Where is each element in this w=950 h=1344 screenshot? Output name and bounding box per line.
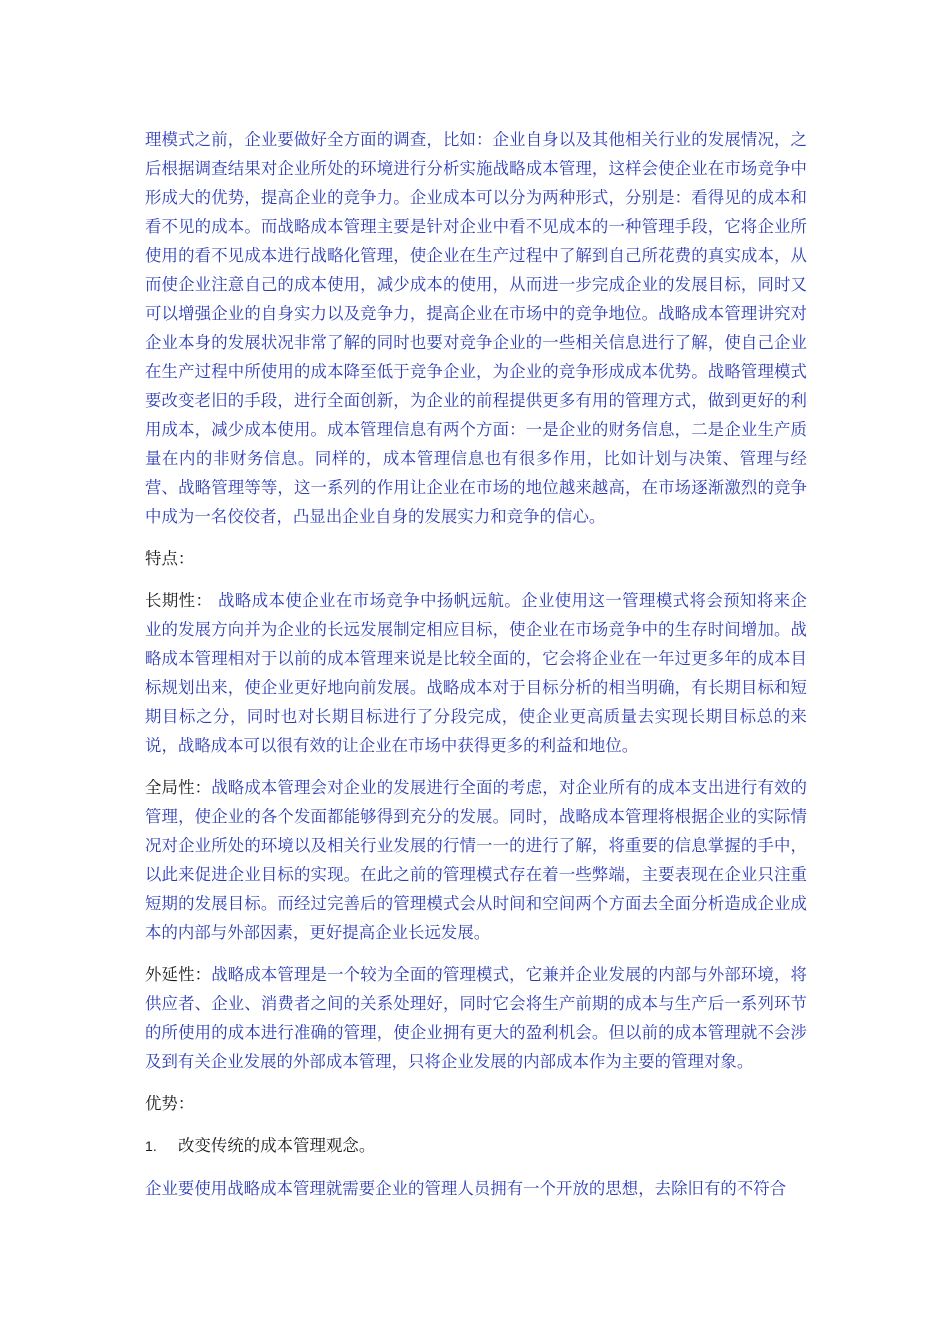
- global-paragraph: [145, 773, 807, 947]
- longterm-label: 长期性：: [145, 591, 213, 610]
- global-label: 全局性：: [145, 778, 212, 797]
- list-item: [145, 1131, 807, 1161]
- list-number: 1.: [145, 1138, 157, 1154]
- global-text: 战略成本管理会对企业的发展进行全面的考虑，对企业所有的成本支出进行有效的管理，使企业的各个发面都能够得到充分的发展。同时，战略成本管理将根据企业的实际情况对企业所处的环境以及相关行业发展的行情一一的进行了解，将重要的信息掌握的手中，以此来促进企业目标的实现。在此之前的管理模式存在着一些弊端，主要表现在企业只注重短期的发展目标。而经过完善后的管理模式会从时间和空间两个方面去全面分析造成企业成本的内部与外部因素，更好提高企业长远发展。: [145, 778, 807, 942]
- list-item-text: 改变传统的成本管理观念。: [178, 1136, 376, 1155]
- external-label: 外延性：: [145, 965, 212, 984]
- longterm-text: 战略成本使企业在市场竞争中扬帆远航。企业使用这一管理模式将会预知将来企业的发展方向并为企业的长远发展制定相应目标，使企业在市场竞争中的生存时间增加。战略成本管理相对于以前的成本管理来说是比较全面的，它会将企业在一年过更多年的成本目标规划出来，使企业更好地向前发展。战略成本对于目标分析的相当明确，有长期目标和短期目标之分，同时也对长期目标进行了分段完成，使企业更高质量去实现长期目标总的来说，战略成本可以很有效的让企业在市场中获得更多的利益和地位。: [145, 591, 807, 755]
- closing-paragraph: 企业要使用战略成本管理就需要企业的管理人员拥有一个开放的思想，去除旧有的不符合: [145, 1179, 787, 1198]
- intro-paragraph: 理模式之前，企业要做好全方面的调查，比如：企业自身以及其他相关行业的发展情况，之后根据调查结果对企业所处的环境进行分析实施战略成本管理，这样会使企业在市场竞争中形成大的优势，提高企业的竞争力。企业成本可以分为两种形式，分别是：看得见的成本和看不见的成本。而战略成本管理主要是针对企业中看不见成本的一种管理手段，它将企业所使用的看不见成本进行战略化管理，使企业在生产过程中了解到自己所花费的真实成本，从而使企业注意自己的成本使用，减少成本的使用，从而进一步完成企业的发展目标，同时又可以增强企业的自身实力以及竞争力，提高企业在市场中的竞争地位。战略成本管理讲究对企业本身的发展状况非常了解的同时也要对竞争企业的一些相关信息进行了解，使自己企业在生产过程中所使用的成本降至低于竞争企业，为企业的竞争形成成本优势。战略管理模式要改变老旧的手段，进行全面创新，为企业的前程提供更多有用的管理方式，做到更好的利用成本，减少成本使用。成本管理信息有两个方面：一是企业的财务信息，二是企业生产质量在内的非财务信息。同样的，成本管理信息也有很多作用，比如计划与决策、管理与经营、战略管理等等，这一系列的作用让企业在市场的地位越来越高，在市场逐渐激烈的竞争中成为一名佼佼者，凸显出企业自身的发展实力和竞争的信心。: [145, 130, 807, 526]
- external-text: 战略成本管理是一个较为全面的管理模式，它兼并企业发展的内部与外部环境，将供应者、企业、消费者之间的关系处理好，同时它会将生产前期的成本与生产后一系列环节的所使用的成本进行准确的管理，使企业拥有更大的盈利机会。但以前的成本管理就不会涉及到有关企业发展的外部成本管理，只将企业发展的内部成本作为主要的管理对象。: [145, 965, 807, 1071]
- advantages-heading: 优势：: [145, 1094, 195, 1113]
- document-body: [145, 125, 807, 1203]
- longterm-paragraph: [145, 586, 807, 760]
- external-paragraph: [145, 960, 807, 1076]
- features-heading: 特点：: [145, 549, 195, 568]
